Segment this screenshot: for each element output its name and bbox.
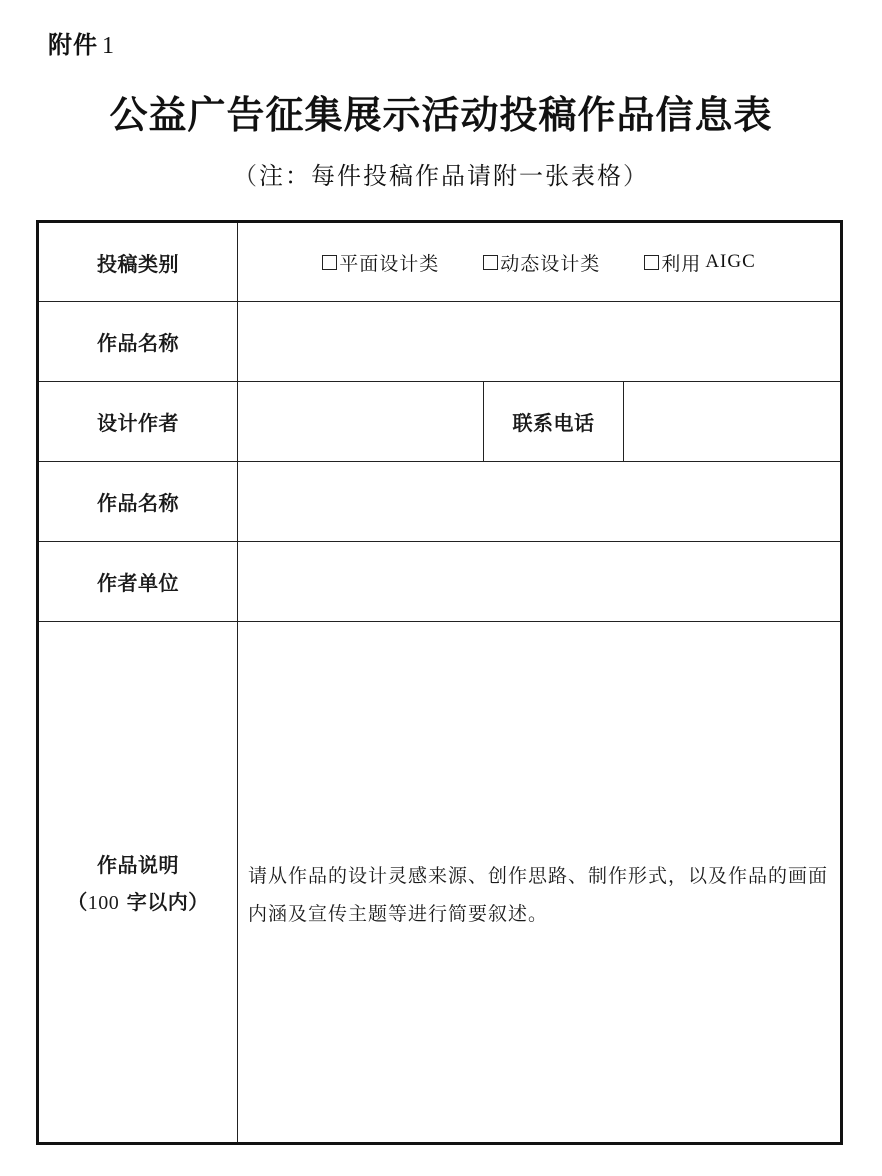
- limit-open-paren: （: [67, 890, 88, 914]
- attachment-label: [48, 28, 115, 63]
- limit-number: 100: [87, 892, 120, 914]
- work-name-label-2: 作品名称: [38, 462, 238, 542]
- note-close-paren: ）: [623, 162, 649, 190]
- checkbox-graphic-design-icon[interactable]: [322, 255, 337, 270]
- option-graphic-design-label: 平面设计类: [339, 252, 440, 275]
- description-label: 作品说明: [97, 853, 179, 877]
- description-label-cell: [38, 622, 238, 1144]
- document-title: 公益广告征集展示活动投稿作品信息表: [109, 92, 773, 137]
- category-label: 投稿类别: [38, 222, 238, 302]
- row-work-name-2: [38, 462, 842, 542]
- attachment-text: 附件: [48, 31, 98, 59]
- limit-close-paren: ）: [188, 890, 209, 914]
- row-designer: [38, 382, 842, 462]
- checkbox-aigc-icon[interactable]: [644, 255, 659, 270]
- note-text: 注：每件投稿作品请附一张表格: [259, 162, 623, 190]
- phone-field[interactable]: [624, 382, 842, 462]
- row-work-name-1: [38, 302, 842, 382]
- option-graphic-design[interactable]: [322, 249, 439, 276]
- note-open-paren: （: [233, 162, 259, 190]
- category-options: [238, 249, 840, 276]
- work-name-label-1: 作品名称: [38, 302, 238, 382]
- checkbox-motion-design-icon[interactable]: [483, 255, 498, 270]
- description-limit: [39, 886, 237, 915]
- work-name-field-2[interactable]: [238, 462, 842, 542]
- category-options-cell: [238, 222, 842, 302]
- attachment-number: 1: [102, 33, 115, 59]
- description-instruction: 请从作品的设计灵感来源、创作思路、制作形式，以及作品的画面内涵及宣传主题等进行简要叙述。: [248, 865, 829, 925]
- limit-text: 字以内: [126, 890, 189, 914]
- option-motion-design[interactable]: [483, 249, 600, 276]
- option-aigc[interactable]: [644, 249, 755, 276]
- row-category: [38, 222, 842, 302]
- option-motion-design-label: 动态设计类: [500, 252, 601, 275]
- description-field[interactable]: [238, 622, 842, 1144]
- submission-form-table: [36, 220, 843, 1145]
- designer-field[interactable]: [238, 382, 484, 462]
- form-note: [0, 156, 882, 196]
- row-description: [38, 622, 842, 1144]
- author-unit-label: 作者单位: [38, 542, 238, 622]
- designer-label: 设计作者: [38, 382, 238, 462]
- row-author-unit: [38, 542, 842, 622]
- option-aigc-label: 利用: [661, 252, 702, 275]
- option-aigc-latin: AIGC: [705, 251, 756, 272]
- work-name-field-1[interactable]: [238, 302, 842, 382]
- author-unit-field[interactable]: [238, 542, 842, 622]
- phone-label: 联系电话: [484, 382, 624, 462]
